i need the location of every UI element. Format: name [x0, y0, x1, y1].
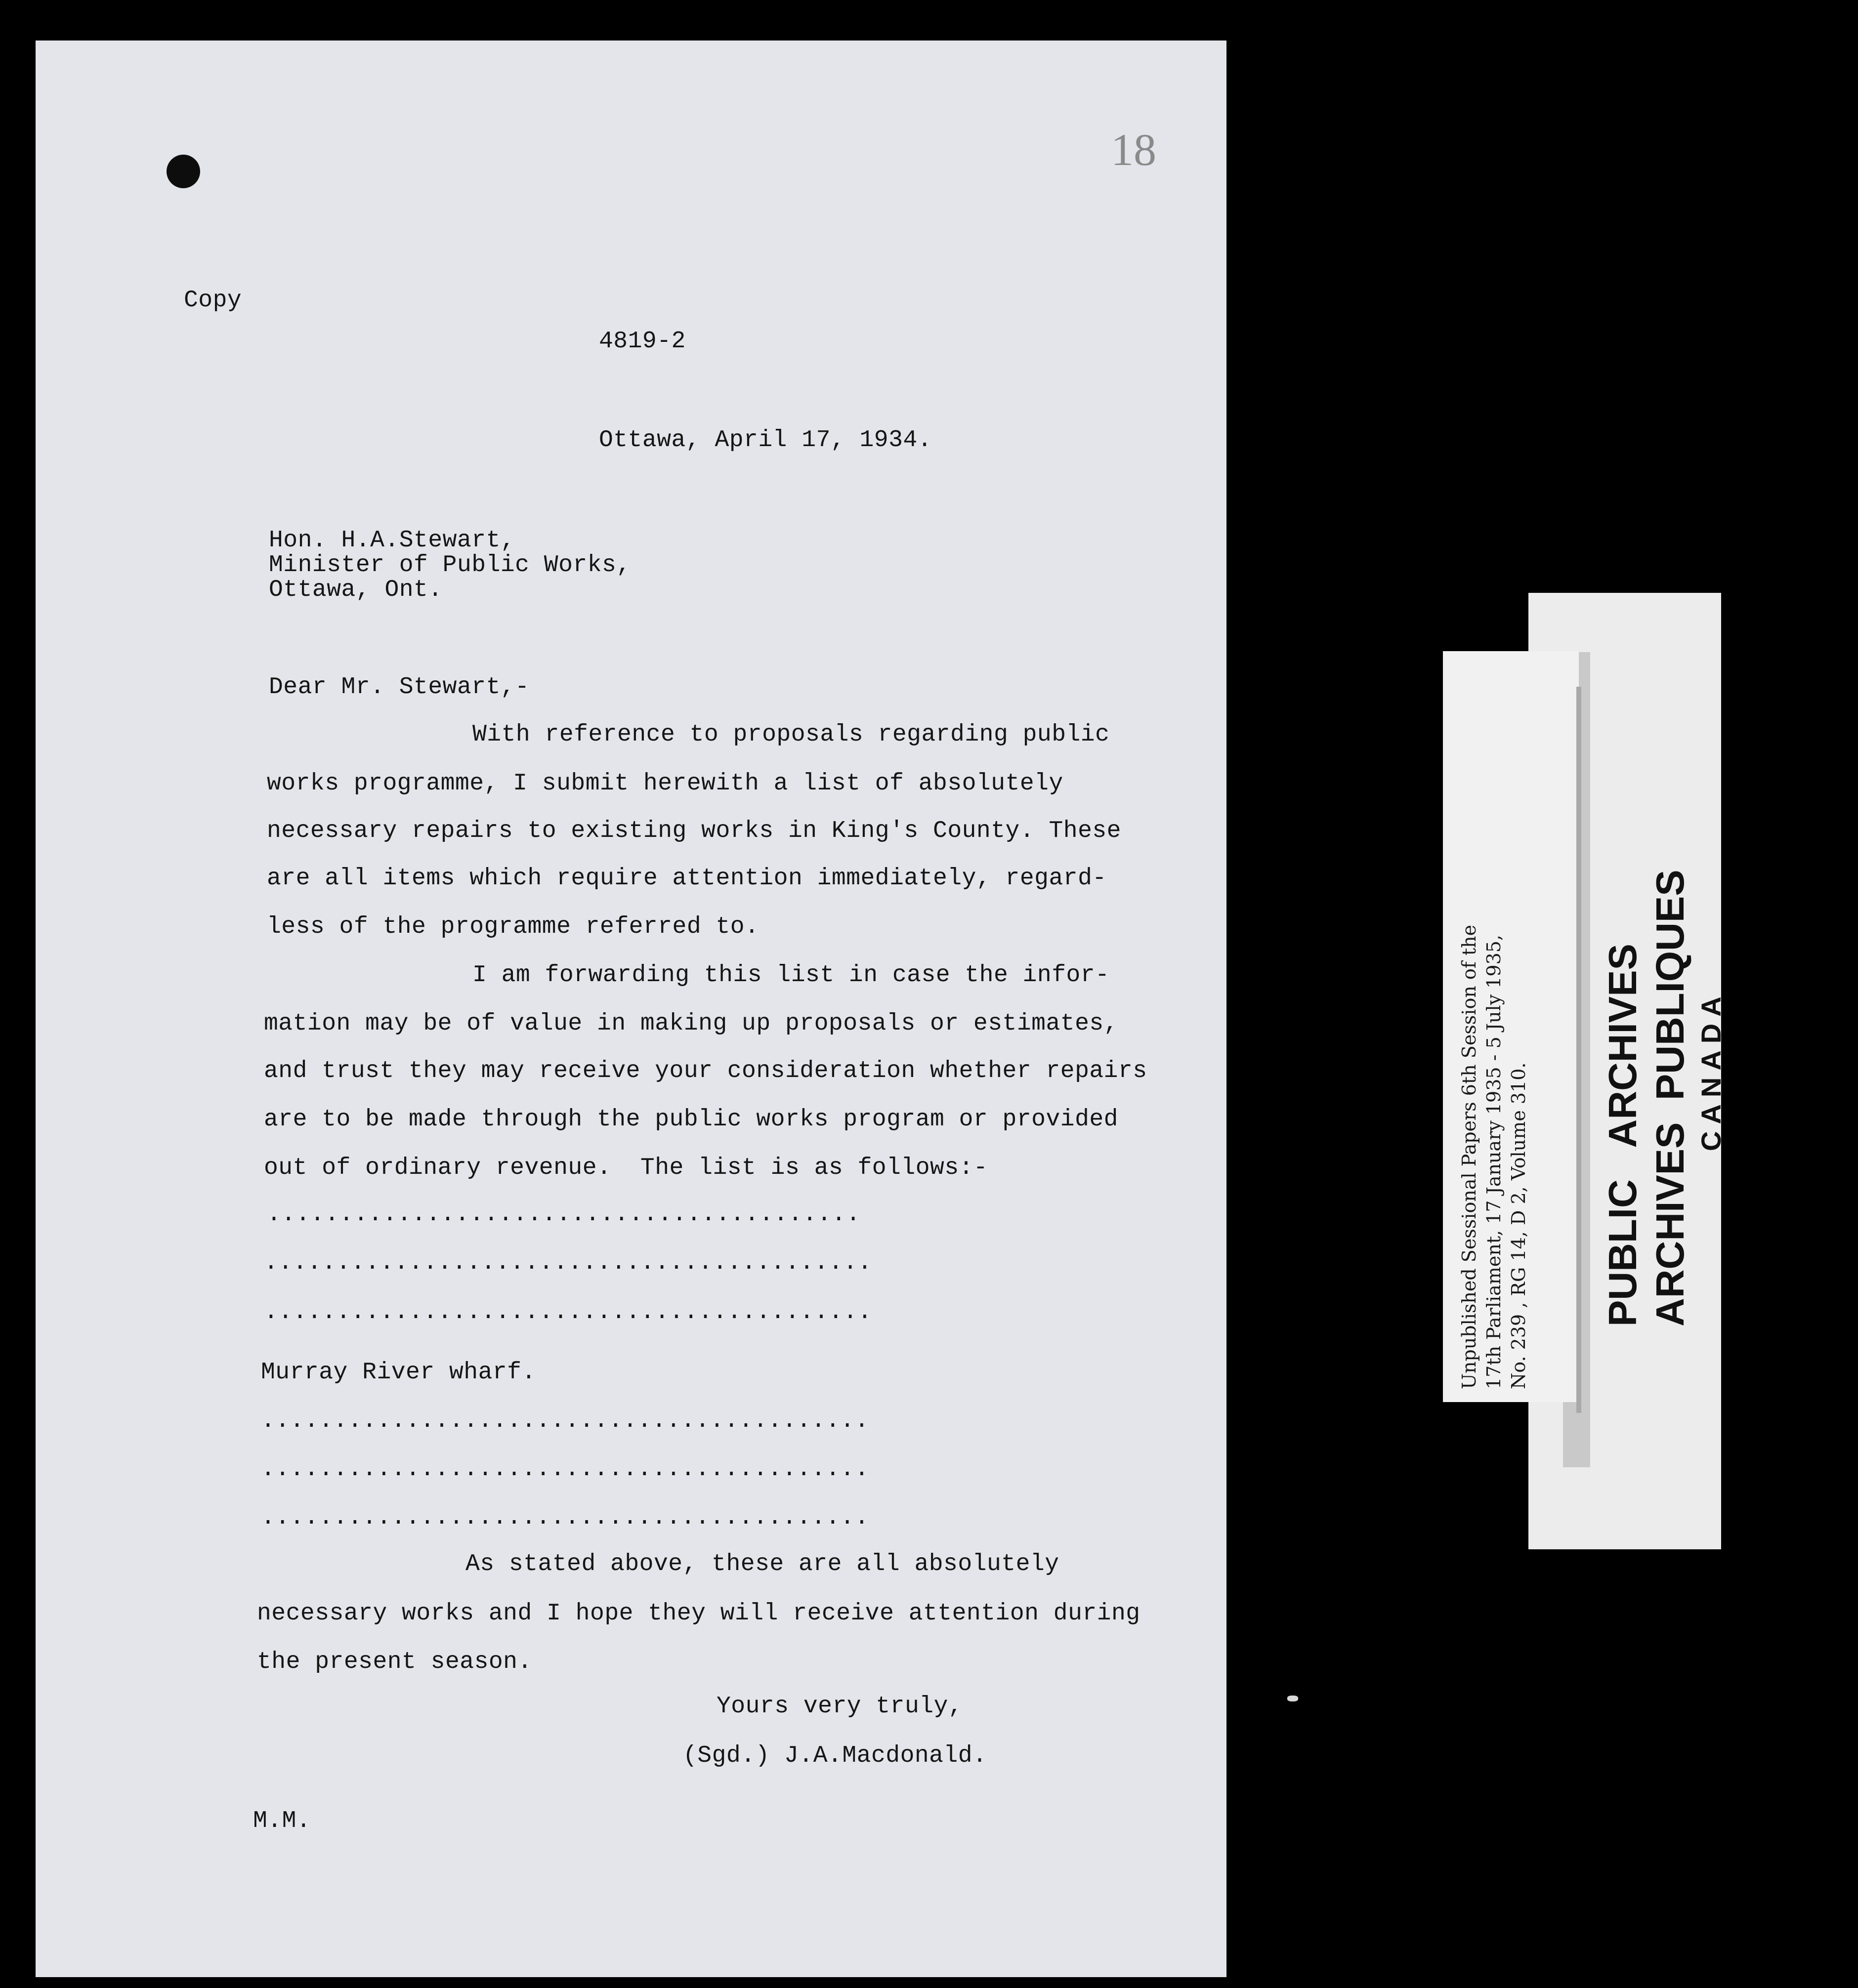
redacted-line: ..........................................	[264, 1299, 872, 1325]
recipient-name: Hon. H.A.Stewart,	[269, 527, 515, 554]
redacted-line: .........................................	[267, 1201, 861, 1228]
citation-line: No. 239 , RG 14, D 2, Volume 310.	[1508, 1062, 1529, 1389]
redacted-line: ..........................................	[261, 1504, 869, 1531]
stamp-line-archives-publiques: ARCHIVES PUBLIQUES	[1648, 870, 1692, 1326]
citation-line: 17th Parliament, 17 January 1935 - 5 July 1935,	[1483, 934, 1505, 1389]
body-line: are all items which require attention immediately, regard-	[267, 865, 1107, 892]
redacted-line: ..........................................	[261, 1456, 869, 1483]
recipient-city: Ottawa, Ont.	[269, 577, 443, 603]
citation-text	[1457, 683, 1531, 1389]
scan-speck	[1287, 1696, 1298, 1701]
recipient-title: Minister of Public Works,	[269, 552, 631, 579]
valediction: Yours very truly,	[717, 1693, 963, 1720]
citation-slip-edge	[1576, 687, 1581, 1413]
archive-stamp	[1599, 783, 1729, 1326]
list-item: Murray River wharf.	[261, 1359, 536, 1386]
body-line: the present season.	[257, 1649, 532, 1675]
body-line: mation may be of value in making up proposals or estimates,	[264, 1010, 1118, 1037]
body-line: As stated above, these are all absolutely	[465, 1551, 1059, 1577]
body-line: out of ordinary revenue. The list is as follows:-	[264, 1155, 988, 1181]
salutation: Dear Mr. Stewart,-	[269, 674, 530, 701]
citation-line: Unpublished Sessional Papers 6th Session of the	[1458, 924, 1480, 1389]
redacted-line: ..........................................	[264, 1249, 872, 1276]
redacted-line: ..........................................	[261, 1408, 869, 1434]
body-line: and trust they may receive your consideration whether repairs	[264, 1058, 1147, 1084]
body-line: With reference to proposals regarding public	[472, 721, 1110, 748]
body-line: are to be made through the public works program or provided	[264, 1106, 1118, 1133]
place-date: Ottawa, April 17, 1934.	[599, 427, 932, 454]
page-number: 18	[1111, 124, 1156, 175]
stamp-line-public-archives: PUBLIC ARCHIVES	[1601, 944, 1645, 1326]
punch-hole	[167, 155, 200, 188]
file-number: 4819-2	[599, 328, 686, 355]
letter-page	[36, 41, 1226, 1977]
signature: (Sgd.) J.A.Macdonald.	[683, 1742, 987, 1769]
body-line: necessary works and I hope they will receive attention during	[257, 1600, 1140, 1627]
body-line: less of the programme referred to.	[267, 913, 760, 940]
copy-label: Copy	[184, 287, 242, 314]
initials: M.M.	[253, 1808, 311, 1834]
body-line: I am forwarding this list in case the infor-	[472, 962, 1110, 989]
stamp-line-canada: CANADA	[1695, 990, 1727, 1151]
body-line: necessary repairs to existing works in King's County. These	[267, 818, 1121, 844]
body-line: works programme, I submit herewith a list of absolutely	[267, 770, 1063, 797]
